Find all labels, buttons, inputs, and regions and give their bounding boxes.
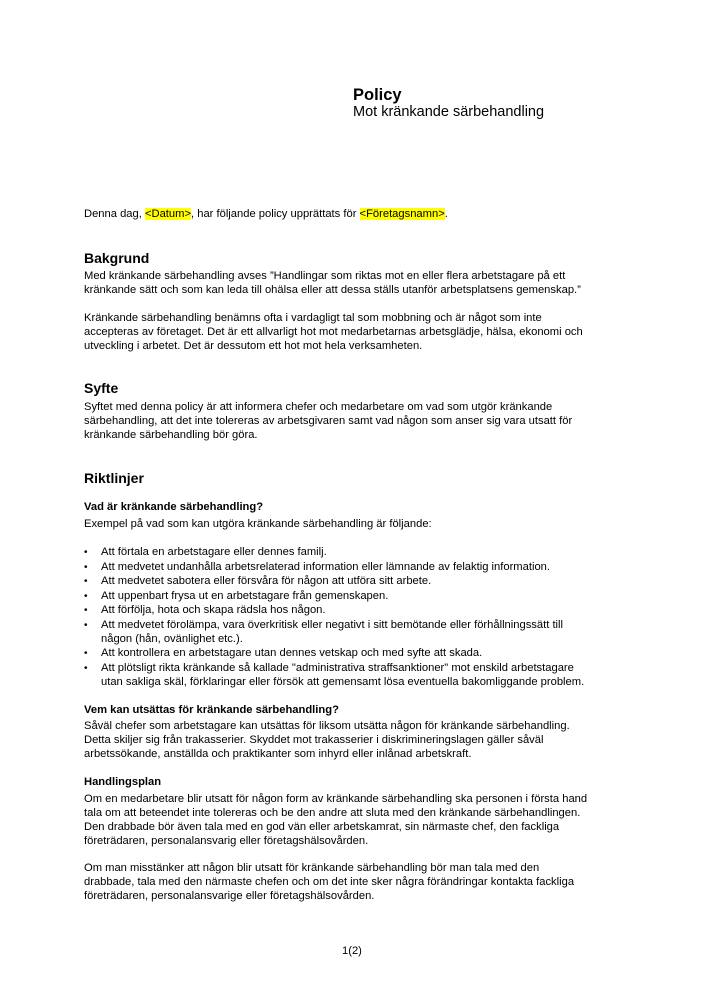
bullet-icon: • [84, 648, 88, 659]
bullet-item-continuation: någon (hån, ovänlighet etc.). [101, 633, 243, 645]
document-subtitle: Mot kränkande särbehandling [353, 104, 545, 120]
vem-p1-line: Såväl chefer som arbetstagare kan utsättas för liksom utsätta någon för kränkande särbehandling. [84, 720, 570, 732]
bullet-item-continuation: utan sakliga skäl, förklaringar eller försök att gemensamt lösa eventuella bakomliggande problem. [101, 676, 585, 688]
bullet-icon: • [84, 620, 88, 631]
vem-p1-line: arbetssökande, anställda och praktikanter som inhyrd eller inlånad arbetskraft. [84, 748, 472, 760]
subheading-handlingsplan: Handlingsplan [84, 776, 162, 788]
bullet-icon: • [84, 562, 88, 573]
bullet-icon: • [84, 547, 88, 558]
bullet-item: Att uppenbart frysa ut en arbetstagare från gemenskapen. [101, 590, 389, 602]
bakgrund-p2-line: utveckling i arbetet. Det är dessutom ett hot mot hela verksamheten. [84, 340, 423, 352]
bullet-icon: • [84, 591, 88, 602]
intro-line [84, 207, 448, 221]
bullet-item: Att plötsligt rikta kränkande så kallade "administrativa straffsanktioner" mot enskild arbetstagare [101, 662, 574, 674]
document-title: Policy [353, 86, 402, 104]
bullet-item: Att förtala en arbetstagare eller dennes familj. [101, 546, 327, 558]
heading-bakgrund: Bakgrund [84, 250, 150, 266]
intro-suffix: . [444, 208, 448, 220]
handlingsplan-p2-line: Om man misstänker att någon blir utsatt för kränkande särbehandling bör man tala med den [84, 862, 540, 874]
syfte-p1-line: särbehandling, att det inte tolereras av arbetsgivaren samt vad någon som anser sig vara utsatt för [84, 415, 573, 427]
bullet-icon: • [84, 663, 88, 674]
handlingsplan-p1-line: tala om att beteendet inte tolereras och be den andre att sluta med den kränkande särbehandlingen. [84, 807, 581, 819]
heading-riktlinjer: Riktlinjer [84, 470, 144, 486]
bullet-icon: • [84, 576, 88, 587]
handlingsplan-p1-line: Den drabbade bör även tala med en god vän eller arbetskamrat, sin närmaste chef, den fackliga [84, 821, 560, 833]
intro-middle: , har följande policy upprättats för [191, 208, 360, 220]
bakgrund-p1-line: kränkande sätt och som kan leda till ohälsa eller att dessa ställs utanför arbetsplatsens gemenskap.” [84, 284, 581, 296]
bakgrund-p2-line: Kränkande särbehandling benämns ofta i vardagligt tal som mobbning och är något som inte [84, 312, 542, 324]
date-placeholder[interactable]: <Datum> [144, 208, 191, 220]
heading-syfte: Syfte [84, 380, 119, 396]
handlingsplan-p1-line: Om en medarbetare blir utsatt för någon form av kränkande särbehandling ska personen i första hand [84, 793, 588, 805]
bullet-item: Att medvetet förolämpa, vara överkritisk eller negativt i sitt bemötande eller förhållningssätt till [101, 619, 564, 631]
bullet-item: Att medvetet sabotera eller försvåra för någon att utföra sitt arbete. [101, 575, 432, 587]
bakgrund-p2-line: accepteras av företaget. Det är ett allvarligt hot mot medarbetarnas arbetsglädje, hälsa, ekonomi och [84, 326, 583, 338]
subheading-vad: Vad är kränkande särbehandling? [84, 501, 264, 513]
page-number: 1(2) [342, 945, 362, 957]
bullet-item: Att förfölja, hota och skapa rädsla hos någon. [101, 604, 326, 616]
handlingsplan-p2-line: företrädaren, personalansvarige eller företagshälsovården. [84, 890, 375, 902]
vad-intro: Exempel på vad som kan utgöra kränkande särbehandling är följande: [84, 518, 432, 530]
bullet-item: Att kontrollera en arbetstagare utan dennes vetskap och med syfte att skada. [101, 647, 483, 659]
company-placeholder[interactable]: <Företagsnamn> [359, 208, 445, 220]
syfte-p1-line: kränkande särbehandling bör göra. [84, 429, 258, 441]
handlingsplan-p2-line: drabbade, tala med den närmaste chefen och om det inte sker några förändringar kontakta fackliga [84, 876, 575, 888]
bakgrund-p1-line: Med kränkande särbehandling avses ”Handlingar som riktas mot en eller flera arbetstagare på ett [84, 270, 566, 282]
bullet-item: Att medvetet undanhålla arbetsrelaterad information eller lämnande av felaktig information. [101, 561, 550, 573]
syfte-p1-line: Syftet med denna policy är att informera chefer och medarbetare om vad som utgör kränkande [84, 401, 553, 413]
subheading-vem: Vem kan utsättas för kränkande särbehandling? [84, 704, 339, 716]
vem-p1-line: Detta skiljer sig från trakasserier. Skyddet mot trakasserier i diskrimineringslagen gäller såväl [84, 734, 544, 746]
bullet-icon: • [84, 605, 88, 616]
intro-prefix: Denna dag, [84, 208, 145, 220]
handlingsplan-p1-line: företrädaren, personalansvarig eller företagshälsovården. [84, 835, 369, 847]
